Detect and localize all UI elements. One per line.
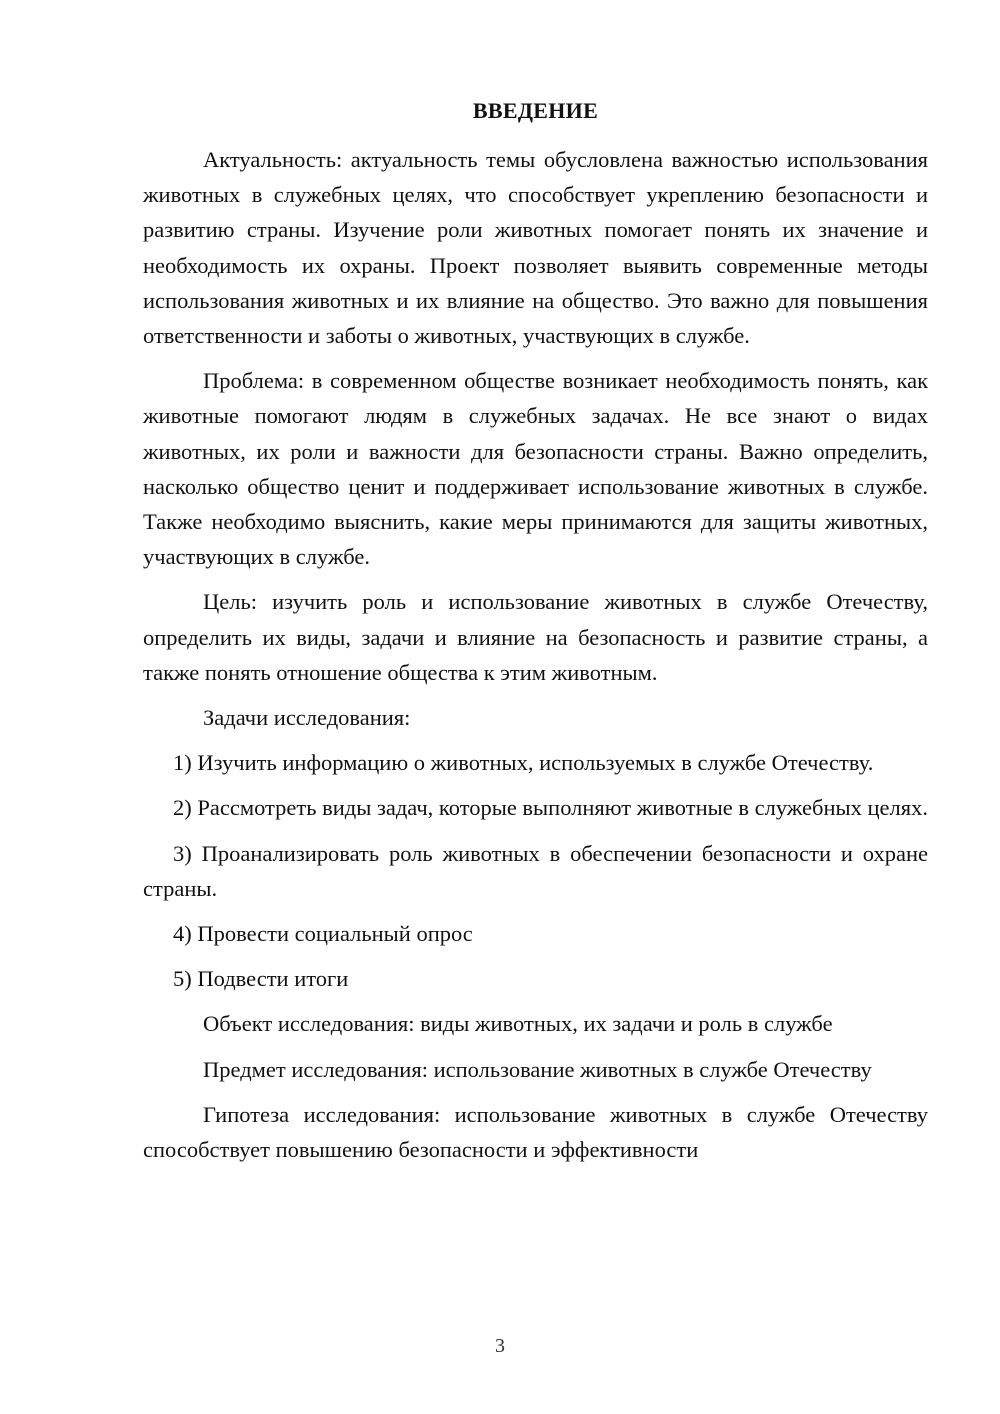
page-title: ВВЕДЕНИЕ [472, 98, 599, 123]
task-item: 3) Проанализировать роль животных в обеспечении безопасности и охране страны. [143, 840, 928, 901]
document-body [143, 142, 928, 1167]
hypothesis-paragraph: Гипотеза исследования: использование животных в службе Отечеству способствует повышению безопасности и эффективности [143, 1101, 928, 1163]
task-item: 2) Рассмотреть виды задач, которые выполняют животные в служебных целях. [173, 795, 928, 821]
page-number: 3 [495, 1335, 505, 1357]
relevance-paragraph: Актуальность: актуальность темы обусловлена важностью использования животных в служебных целях, что способствует укреплению безопасности и развитию страны. Изучение роли животных помогает понять их значение и необходимость их охраны. Проект позволяет выявить современные методы использования животных и их влияние на общество. Это важно для повышения ответственности и заботы о животных, участвующих в службе. [143, 147, 928, 349]
goal-paragraph: Цель: изучить роль и использование животных в службе Отечеству, определить их виды, задачи и влияние на безопасность и развитие страны, а также понять отношение общества к этим животным. [143, 589, 928, 685]
task-item: 5) Подвести итоги [173, 966, 349, 992]
task-item: 4) Провести социальный опрос [173, 921, 473, 947]
object-paragraph: Объект исследования: виды животных, их задачи и роль в службе [203, 1011, 833, 1037]
tasks-heading: Задачи исследования: [203, 705, 411, 731]
subject-paragraph: Предмет исследования: использование животных в службе Отечеству [203, 1056, 872, 1082]
task-item: 1) Изучить информацию о животных, используемых в службе Отечеству. [173, 750, 874, 776]
problem-paragraph: Проблема: в современном обществе возникает необходимость понять, как животные помогают людям в служебных задачах. Не все знают о видах животных, их роли и важности для безопасности страны. Важно определить, насколько общество ценит и поддерживает использование животных в службе. Также необходимо выяснить, какие меры принимаются для защиты животных, участвующих в службе. [143, 368, 928, 570]
